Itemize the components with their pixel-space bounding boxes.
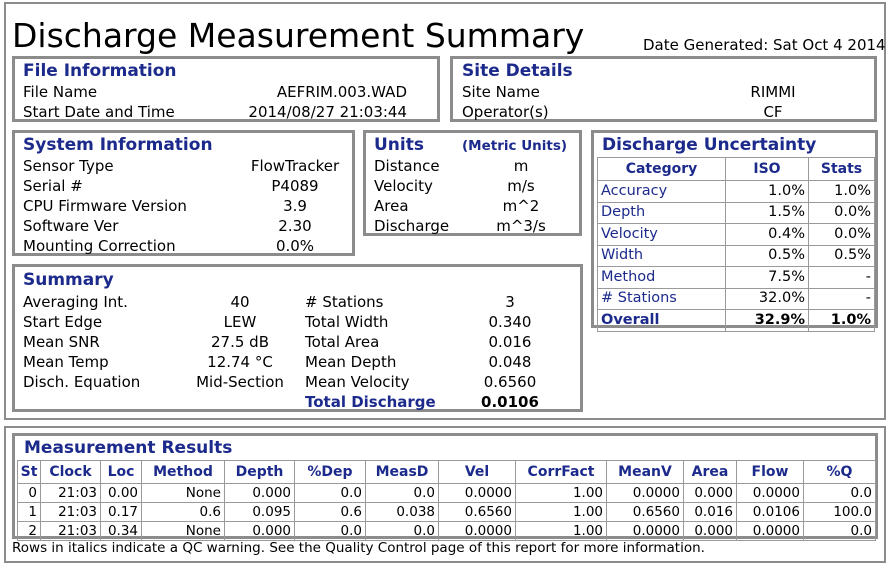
results-cell: 0.0106 [737, 503, 804, 522]
results-col-header: %Dep [295, 461, 366, 484]
summary-left-value: LEW [223, 313, 257, 331]
results-cell: 0 [18, 484, 41, 503]
results-cell: None [142, 484, 225, 503]
measurement-results-panel [12, 433, 878, 539]
results-cell: 0.0000 [737, 484, 804, 503]
results-cell: 1.00 [516, 484, 607, 503]
results-col-header: Area [684, 461, 737, 484]
summary-right-label: Mean Velocity [305, 373, 410, 391]
results-row [18, 484, 876, 503]
summary-left-label: Start Edge [23, 313, 103, 331]
results-cell: 0.00 [101, 484, 142, 503]
summary-right-value: 3 [505, 293, 515, 311]
results-cell: 1.00 [516, 503, 607, 522]
units-heading: Units [374, 135, 424, 155]
results-cell: 0.0000 [737, 522, 804, 541]
uncertainty-row [598, 245, 875, 267]
site-details-heading: Site Details [462, 61, 573, 81]
summary-right-label: Total Discharge [305, 393, 436, 411]
summary-panel [12, 264, 583, 412]
results-cell: 100.0 [804, 503, 876, 522]
uncertainty-iso-cell: 32.0% [726, 288, 809, 310]
summary-left-value: Mid-Section [196, 373, 284, 391]
summary-right-value: 0.048 [488, 353, 532, 371]
uncertainty-category-cell: Depth [598, 202, 726, 224]
site-details-panel [450, 56, 877, 122]
summary-right-label: Total Area [305, 333, 380, 351]
results-col-header: MeasD [366, 461, 439, 484]
file-name-label: File Name [23, 83, 98, 101]
site-name-value: RIMMI [750, 83, 796, 101]
summary-right-label: Mean Depth [305, 353, 397, 371]
uncertainty-iso-cell: 0.5% [726, 245, 809, 267]
uncertainty-stats-cell: 0.0% [809, 224, 875, 246]
results-col-header: Flow [737, 461, 804, 484]
results-cell: 0.000 [225, 522, 295, 541]
results-col-header: Clock [41, 461, 101, 484]
operator-label: Operator(s) [462, 103, 549, 121]
uncertainty-category-cell: # Stations [598, 288, 726, 310]
mounting-correction-value: 0.0% [275, 237, 315, 255]
operator-value: CF [763, 103, 783, 121]
results-cell: 21:03 [41, 522, 101, 541]
results-col-header: Depth [225, 461, 295, 484]
results-cell: 21:03 [41, 484, 101, 503]
summary-left-label: Mean Temp [23, 353, 109, 371]
results-row [18, 503, 876, 522]
uncertainty-iso-cell: 32.9% [726, 310, 809, 332]
uncertainty-table [597, 157, 875, 332]
uncertainty-row [598, 224, 875, 246]
col-iso: ISO [726, 158, 809, 181]
distance-label: Distance [374, 157, 440, 175]
col-stats: Stats [809, 158, 875, 181]
summary-left-label: Disch. Equation [23, 373, 141, 391]
results-cell: 0.0000 [607, 522, 684, 541]
results-cell: 0.0 [366, 484, 439, 503]
results-cell: 0.095 [225, 503, 295, 522]
sensor-type-value: FlowTracker [250, 157, 340, 175]
results-cell: 0.038 [366, 503, 439, 522]
results-cell: None [142, 522, 225, 541]
results-col-header: CorrFact [516, 461, 607, 484]
area-label: Area [374, 197, 409, 215]
measurement-results-heading: Measurement Results [24, 438, 233, 458]
summary-right-label: # Stations [305, 293, 384, 311]
area-unit: m^2 [502, 197, 540, 215]
system-information-heading: System Information [23, 135, 213, 155]
results-col-header: MeanV [607, 461, 684, 484]
uncertainty-stats-cell: - [809, 288, 875, 310]
results-cell: 0.0 [295, 484, 366, 503]
summary-right-value: 0.6560 [483, 373, 537, 391]
uncertainty-stats-cell: 1.0% [809, 310, 875, 332]
results-cell: 0.0 [804, 484, 876, 503]
results-cell: 0.6 [295, 503, 366, 522]
results-cell: 1.00 [516, 522, 607, 541]
results-cell: 0.34 [101, 522, 142, 541]
summary-right-label: Total Width [305, 313, 389, 331]
results-cell: 0.0000 [607, 484, 684, 503]
results-cell: 0.0 [366, 522, 439, 541]
results-cell: 21:03 [41, 503, 101, 522]
velocity-unit: m/s [507, 177, 535, 195]
uncertainty-iso-cell: 1.5% [726, 202, 809, 224]
uncertainty-stats-cell: - [809, 267, 875, 289]
uncertainty-row [598, 181, 875, 203]
serial-label: Serial # [23, 177, 83, 195]
summary-left-value: 40 [230, 293, 250, 311]
results-row [18, 522, 876, 541]
results-cell: 0.6560 [607, 503, 684, 522]
serial-value: P4089 [271, 177, 319, 195]
uncertainty-iso-cell: 1.0% [726, 181, 809, 203]
results-cell: 2 [18, 522, 41, 541]
software-ver-label: Software Ver [23, 217, 119, 235]
summary-left-value: 27.5 dB [211, 333, 269, 351]
col-category: Category [598, 158, 726, 181]
results-cell: 0.0000 [439, 484, 516, 503]
discharge-uncertainty-heading: Discharge Uncertainty [602, 135, 817, 155]
uncertainty-stats-cell: 0.0% [809, 202, 875, 224]
sensor-type-label: Sensor Type [23, 157, 114, 175]
results-cell: 0.000 [684, 484, 737, 503]
report-title: Discharge Measurement Summary [12, 16, 585, 55]
summary-left-label: Averaging Int. [23, 293, 128, 311]
results-cell: 0.17 [101, 503, 142, 522]
uncertainty-iso-cell: 7.5% [726, 267, 809, 289]
uncertainty-row [598, 310, 875, 332]
results-cell: 0.0 [295, 522, 366, 541]
file-name-value: AEFRIM.003.WAD [276, 83, 407, 101]
uncertainty-category-cell: Velocity [598, 224, 726, 246]
qc-footnote: Rows in italics indicate a QC warning. See the Quality Control page of this report for more information. [12, 540, 705, 556]
date-generated: Date Generated: Sat Oct 4 2014 [643, 36, 886, 54]
uncertainty-category-cell: Width [598, 245, 726, 267]
results-header-row [18, 461, 876, 484]
units-panel [363, 130, 582, 236]
results-col-header: %Q [804, 461, 876, 484]
file-information-heading: File Information [23, 61, 177, 81]
uncertainty-iso-cell: 0.4% [726, 224, 809, 246]
results-cell: 0.016 [684, 503, 737, 522]
results-cell: 0.6560 [439, 503, 516, 522]
software-ver-value: 2.30 [278, 217, 312, 235]
system-information-panel [12, 130, 355, 256]
start-date-value: 2014/08/27 21:03:44 [248, 103, 407, 121]
summary-right-value: 0.0106 [481, 393, 539, 411]
summary-right-value: 0.340 [488, 313, 532, 331]
results-cell: 0.6 [142, 503, 225, 522]
units-subheading: (Metric Units) [462, 138, 568, 154]
site-name-label: Site Name [462, 83, 540, 101]
discharge-unit: m^3/s [496, 217, 546, 235]
results-col-header: Loc [101, 461, 142, 484]
uncertainty-row [598, 202, 875, 224]
uncertainty-stats-cell: 0.5% [809, 245, 875, 267]
uncertainty-category-cell: Accuracy [598, 181, 726, 203]
uncertainty-category-cell: Overall [598, 310, 726, 332]
summary-left-value: 12.74 °C [207, 353, 273, 371]
velocity-label: Velocity [374, 177, 433, 195]
results-cell: 0.0 [804, 522, 876, 541]
discharge-uncertainty-panel [591, 130, 878, 328]
uncertainty-category-cell: Method [598, 267, 726, 289]
cpu-firmware-value: 3.9 [283, 197, 307, 215]
file-information-panel [12, 56, 440, 122]
results-col-header: Method [142, 461, 225, 484]
discharge-label: Discharge [374, 217, 450, 235]
mounting-correction-label: Mounting Correction [23, 237, 176, 255]
results-cell: 0.000 [684, 522, 737, 541]
uncertainty-header-row [598, 158, 875, 181]
uncertainty-stats-cell: 1.0% [809, 181, 875, 203]
uncertainty-row [598, 288, 875, 310]
results-cell: 0.000 [225, 484, 295, 503]
summary-heading: Summary [23, 270, 114, 290]
results-col-header: Vel [439, 461, 516, 484]
distance-unit: m [513, 157, 529, 175]
summary-left-label: Mean SNR [23, 333, 100, 351]
start-date-label: Start Date and Time [23, 103, 175, 121]
summary-right-value: 0.016 [488, 333, 532, 351]
results-cell: 0.0000 [439, 522, 516, 541]
measurement-results-table [17, 460, 876, 541]
uncertainty-row [598, 267, 875, 289]
results-col-header: St [18, 461, 41, 484]
results-cell: 1 [18, 503, 41, 522]
cpu-firmware-label: CPU Firmware Version [23, 197, 187, 215]
